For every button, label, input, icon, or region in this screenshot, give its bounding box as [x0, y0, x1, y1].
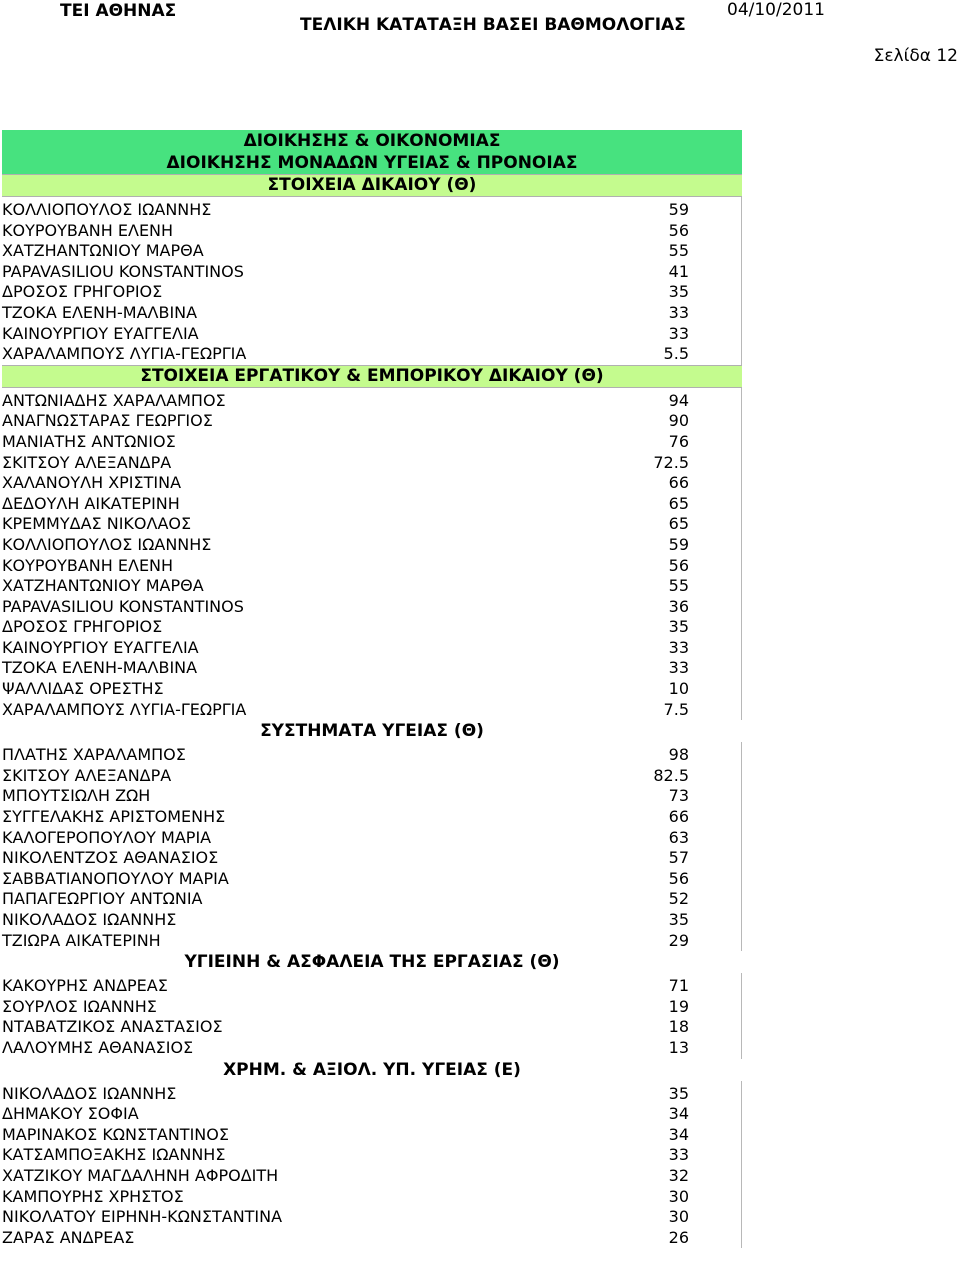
- student-score: 90: [668, 411, 689, 431]
- student-row: [2, 700, 741, 721]
- student-score: 56: [668, 868, 689, 888]
- student-score: 10: [668, 679, 689, 699]
- student-name: ΤΖΟΚΑ ΕΛΕΝΗ-ΜΑΛΒΙΝΑ: [2, 658, 198, 678]
- student-row: [2, 745, 741, 766]
- student-row: [2, 1017, 741, 1038]
- student-row: [2, 1228, 741, 1249]
- student-name: ΣΥΓΓΕΛΑΚΗΣ ΑΡΙΣΤΟΜΕΝΗΣ: [2, 807, 226, 827]
- student-score: 59: [668, 200, 689, 219]
- student-row: [2, 453, 741, 474]
- student-name: ΜΠΟΥΤΣΙΩΛΗ ΖΩΗ: [2, 786, 151, 806]
- course-title: ΣΤΟΙΧΕΙΑ ΕΡΓΑΤΙΚΟΥ & ΕΜΠΟΡΙΚΟΥ ΔΙΚΑΙΟΥ (Θ): [2, 365, 742, 388]
- student-score: 98: [668, 745, 689, 765]
- student-score: 33: [668, 637, 689, 657]
- student-row: [2, 658, 741, 679]
- student-name: ΨΑΛΛΙΔΑΣ ΟΡΕΣΤΗΣ: [2, 679, 164, 699]
- student-name: ΣΚΙΤΣΟΥ ΑΛΕΞΑΝΔΡΑ: [2, 765, 172, 785]
- student-row: [2, 576, 741, 597]
- student-row: [2, 889, 741, 910]
- student-name: ΚΑΚΟΥΡΗΣ ΑΝΔΡΕΑΣ: [2, 976, 168, 996]
- student-name: ΧΑΤΖΗΑΝΤΩΝΙΟΥ ΜΑΡΘΑ: [2, 241, 204, 261]
- student-score: 55: [668, 241, 689, 261]
- student-row: [2, 411, 741, 432]
- student-name: ΝΙΚΟΛΑΔΟΣ ΙΩΑΝΝΗΣ: [2, 1083, 177, 1103]
- student-row: [2, 910, 741, 931]
- student-score: 26: [668, 1227, 689, 1247]
- student-row: [2, 535, 741, 556]
- student-score: 73: [668, 786, 689, 806]
- student-name: PAPAVASILIOU KONSTANTINOS: [2, 261, 244, 281]
- student-row: [2, 807, 741, 828]
- student-row: [2, 1145, 741, 1166]
- student-name: ΧΑΡΑΛΑΜΠΟΥΣ ΛΥΓΙΑ-ΓΕΩΡΓΙΑ: [2, 699, 247, 719]
- student-score: 36: [668, 596, 689, 616]
- student-name: ΜΑΝΙΑΤΗΣ ΑΝΤΩΝΙΟΣ: [2, 431, 176, 451]
- student-score: 82.5: [653, 765, 689, 785]
- student-row: [2, 997, 741, 1018]
- student-list: [2, 197, 742, 365]
- student-row: [2, 617, 741, 638]
- student-name: ΑΝΑΓΝΩΣΤΑΡΑΣ ΓΕΩΡΓΙΟΣ: [2, 411, 213, 431]
- student-name: ΔΗΜΑΚΟΥ ΣΟΦΙΑ: [2, 1104, 139, 1124]
- student-name: ΝΙΚΟΛΑΤΟΥ ΕΙΡΗΝΗ-ΚΩΝΣΤΑΝΤΙΝΑ: [2, 1207, 283, 1227]
- student-score: 19: [668, 996, 689, 1016]
- student-score: 32: [668, 1165, 689, 1185]
- student-list: [2, 388, 742, 721]
- student-score: 35: [668, 1083, 689, 1103]
- page-number: Σελίδα 12: [873, 46, 958, 66]
- student-name: ΧΑΤΖΗΑΝΤΩΝΙΟΥ ΜΑΡΘΑ: [2, 576, 204, 596]
- student-score: 30: [668, 1207, 689, 1227]
- student-name: ΚΟΥΡΟΥΒΑΝΗ ΕΛΕΝΗ: [2, 220, 174, 240]
- student-row: [2, 931, 741, 952]
- student-name: ΤΖΙΩΡΑ ΑΙΚΑΤΕΡΙΝΗ: [2, 930, 161, 950]
- school-heading: ΔΙΟΙΚΗΣΗΣ & ΟΙΚΟΝΟΜΙΑΣ: [2, 130, 742, 152]
- student-list: [2, 1081, 742, 1249]
- student-score: 65: [668, 493, 689, 513]
- student-name: ΝΙΚΟΛΑΔΟΣ ΙΩΑΝΝΗΣ: [2, 910, 177, 929]
- student-row: [2, 766, 741, 787]
- student-score: 35: [668, 282, 689, 302]
- student-score: 65: [668, 514, 689, 534]
- student-row: [2, 221, 741, 242]
- student-name: ΣΟΥΡΛΟΣ ΙΩΑΝΝΗΣ: [2, 996, 157, 1016]
- course-title: ΣΤΟΙΧΕΙΑ ΔΙΚΑΙΟΥ (Θ): [2, 174, 742, 197]
- student-name: ΠΛΑΤΗΣ ΧΑΡΑΛΑΜΠΟΣ: [2, 745, 186, 765]
- student-name: ΚΑΜΠΟΥΡΗΣ ΧΡΗΣΤΟΣ: [2, 1186, 184, 1206]
- student-row: [2, 1125, 741, 1146]
- student-row: [2, 976, 741, 997]
- student-name: ΧΑΡΑΛΑΜΠΟΥΣ ΛΥΓΙΑ-ΓΕΩΡΓΙΑ: [2, 344, 247, 364]
- student-name: ΚΟΥΡΟΥΒΑΝΗ ΕΛΕΝΗ: [2, 555, 174, 575]
- course-section: [2, 720, 754, 951]
- student-score: 33: [668, 658, 689, 678]
- student-score: 13: [668, 1037, 689, 1057]
- student-score: 71: [668, 976, 689, 996]
- student-name: PAPAVASILIOU KONSTANTINOS: [2, 596, 244, 616]
- student-list: [2, 742, 742, 951]
- student-row: [2, 241, 741, 262]
- student-name: ΤΖΟΚΑ ΕΛΕΝΗ-ΜΑΛΒΙΝΑ: [2, 302, 198, 322]
- course-section: [2, 174, 754, 365]
- student-score: 56: [668, 220, 689, 240]
- student-name: ΚΟΛΛΙΟΠΟΥΛΟΣ ΙΩΑΝΝΗΣ: [2, 534, 212, 554]
- student-row: [2, 494, 741, 515]
- student-name: ΔΡΟΣΟΣ ΓΡΗΓΟΡΙΟΣ: [2, 617, 163, 637]
- student-row: [2, 597, 741, 618]
- student-name: ΠΑΠΑΓΕΩΡΓΙΟΥ ΑΝΤΩΝΙΑ: [2, 889, 203, 909]
- student-name: ΚΑΤΣΑΜΠΟΞΑΚΗΣ ΙΩΑΝΝΗΣ: [2, 1145, 226, 1165]
- student-name: ΖΑΡΑΣ ΑΝΔΡΕΑΣ: [2, 1227, 135, 1247]
- student-name: ΧΑΛΑΝΟΥΛΗ ΧΡΙΣΤΙΝΑ: [2, 473, 182, 493]
- course-title: ΣΥΣΤΗΜΑΤΑ ΥΓΕΙΑΣ (Θ): [260, 721, 484, 742]
- student-score: 18: [668, 1017, 689, 1037]
- student-row: [2, 828, 741, 849]
- ranking-document: [2, 130, 754, 1248]
- student-row: [2, 1084, 741, 1105]
- student-score: 76: [668, 431, 689, 451]
- student-name: ΚΡΕΜΜΥΔΑΣ ΝΙΚΟΛΑΟΣ: [2, 514, 192, 534]
- student-score: 56: [668, 555, 689, 575]
- student-score: 35: [668, 617, 689, 637]
- student-score: 72.5: [653, 452, 689, 472]
- student-name: ΚΟΛΛΙΟΠΟΥΛΟΣ ΙΩΑΝΝΗΣ: [2, 200, 212, 219]
- student-row: [2, 514, 741, 535]
- student-score: 29: [668, 930, 689, 950]
- student-name: ΜΑΡΙΝΑΚΟΣ ΚΩΝΣΤΑΝΤΙΝΟΣ: [2, 1124, 229, 1144]
- student-row: [2, 556, 741, 577]
- course-section: [2, 1059, 754, 1249]
- student-row: [2, 391, 741, 412]
- student-name: ΚΑΙΝΟΥΡΓΙΟΥ ΕΥΑΓΓΕΛΙΑ: [2, 637, 199, 657]
- student-score: 66: [668, 807, 689, 827]
- student-score: 66: [668, 473, 689, 493]
- student-score: 34: [668, 1104, 689, 1124]
- student-name: ΔΡΟΣΟΣ ΓΡΗΓΟΡΙΟΣ: [2, 282, 163, 302]
- student-score: 35: [668, 910, 689, 929]
- student-score: 7.5: [663, 699, 689, 719]
- student-row: [2, 1187, 741, 1208]
- student-name: ΚΑΙΝΟΥΡΓΙΟΥ ΕΥΑΓΓΕΛΙΑ: [2, 323, 199, 343]
- student-name: ΔΕΔΟΥΛΗ ΑΙΚΑΤΕΡΙΝΗ: [2, 493, 180, 513]
- student-score: 94: [668, 390, 689, 410]
- student-score: 52: [668, 889, 689, 909]
- student-row: [2, 638, 741, 659]
- student-row: [2, 303, 741, 324]
- student-name: ΝΙΚΟΛΕΝΤΖΟΣ ΑΘΑΝΑΣΙΟΣ: [2, 848, 219, 868]
- student-score: 63: [668, 827, 689, 847]
- student-name: ΚΑΛΟΓΕΡΟΠΟΥΛΟΥ ΜΑΡΙΑ: [2, 827, 212, 847]
- student-row: [2, 848, 741, 869]
- department-heading: ΔΙΟΙΚΗΣΗΣ ΜΟΝΑΔΩΝ ΥΓΕΙΑΣ & ΠΡΟΝΟΙΑΣ: [2, 152, 742, 174]
- student-row: [2, 262, 741, 283]
- student-name: ΑΝΤΩΝΙΑΔΗΣ ΧΑΡΑΛΑΜΠΟΣ: [2, 390, 226, 410]
- student-row: [2, 1207, 741, 1228]
- student-score: 34: [668, 1124, 689, 1144]
- report-title: ΤΕΛΙΚΗ ΚΑΤΑΤΑΞΗ ΒΑΣΕΙ ΒΑΘΜΟΛΟΓΙΑΣ: [300, 15, 686, 35]
- student-score: 55: [668, 576, 689, 596]
- student-row: [2, 282, 741, 303]
- student-row: [2, 432, 741, 453]
- student-score: 33: [668, 1145, 689, 1165]
- course-section: [2, 951, 754, 1058]
- course-title: ΧΡΗΜ. & ΑΞΙΟΛ. ΥΠ. ΥΓΕΙΑΣ (Ε): [223, 1059, 521, 1080]
- student-row: [2, 200, 741, 221]
- student-score: 5.5: [663, 344, 689, 364]
- student-row: [2, 1166, 741, 1187]
- student-list: [2, 973, 742, 1058]
- student-name: ΛΑΛΟΥΜΗΣ ΑΘΑΝΑΣΙΟΣ: [2, 1037, 194, 1057]
- course-section: [2, 365, 754, 721]
- student-row: [2, 869, 741, 890]
- student-name: ΣΚΙΤΣΟΥ ΑΛΕΞΑΝΔΡΑ: [2, 452, 172, 472]
- student-row: [2, 324, 741, 345]
- student-score: 57: [668, 848, 689, 868]
- course-title: ΥΓΙΕΙΝΗ & ΑΣΦΑΛΕΙΑ ΤΗΣ ΕΡΓΑΣΙΑΣ (Θ): [184, 952, 560, 973]
- student-score: 30: [668, 1186, 689, 1206]
- student-row: [2, 786, 741, 807]
- student-score: 59: [668, 534, 689, 554]
- institution-name: ΤΕΙ ΑΘΗΝΑΣ: [60, 1, 177, 21]
- student-row: [2, 473, 741, 494]
- report-date: 04/10/2011: [727, 0, 825, 20]
- student-row: [2, 679, 741, 700]
- student-row: [2, 1038, 741, 1059]
- student-score: 41: [668, 261, 689, 281]
- student-name: ΣΑΒΒΑΤΙΑΝΟΠΟΥΛΟΥ ΜΑΡΙΑ: [2, 868, 229, 888]
- student-row: [2, 344, 741, 365]
- sections-container: [2, 174, 754, 1248]
- student-score: 33: [668, 302, 689, 322]
- student-row: [2, 1104, 741, 1125]
- student-name: ΝΤΑΒΑΤΖΙΚΟΣ ΑΝΑΣΤΑΣΙΟΣ: [2, 1017, 223, 1037]
- student-score: 33: [668, 323, 689, 343]
- student-name: ΧΑΤΖΙΚΟΥ ΜΑΓΔΑΛΗΝΗ ΑΦΡΟΔΙΤΗ: [2, 1165, 279, 1185]
